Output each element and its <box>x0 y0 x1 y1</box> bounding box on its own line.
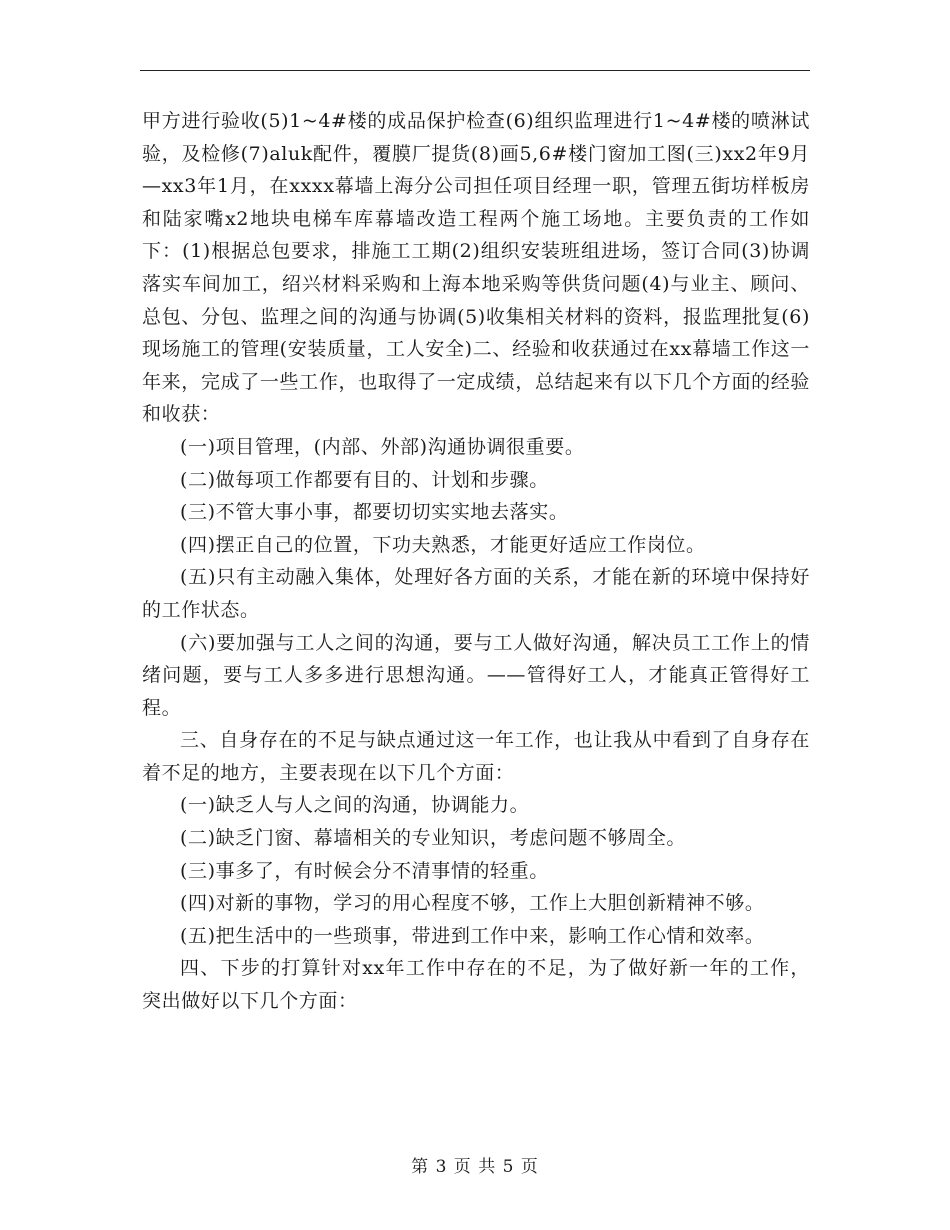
paragraph-1: 甲方进行验收(5)1~4#楼的成品保护检查(6)组织监理进行1~4#楼的喷淋试验，及检修(7)aluk配件，覆膜厂提货(8)画5,6#楼门窗加工图(三)xx2年9月—xx3年1月，在xxxx幕墙上海分公司担任项目经理一职，管理五街坊样板房和陆家嘴x2地块电梯车库幕墙改造工程两个施工场地。主要负责的工作如下：(1)根据总包要求，排施工工期(2)组织安装班组进场，签订合同(3)协调落实车间加工，绍兴材料采购和上海本地采购等供货问题(4)与业主、顾问、总包、分包、监理之间的沟通与协调(5)收集相关材料的资料，报监理批复(6)现场施工的管理(安装质量，工人安全)二、经验和收获通过在xx幕墙工作这一年来，完成了一些工作，也取得了一定成绩，总结起来有以下几个方面的经验和收获： <box>142 110 810 426</box>
paragraph-8: 三、自身存在的不足与缺点通过这一年工作，也让我从中看到了自身存在着不足的地方，主要表现在以下几个方面： <box>142 729 810 784</box>
paragraph-10: (二)缺乏门窗、幕墙相关的专业知识，考虑问题不够周全。 <box>180 827 687 850</box>
paragraph-3: (二)做每项工作都要有目的、计划和步骤。 <box>180 468 549 491</box>
paragraph-12: (四)对新的事物，学习的用心程度不够，工作上大胆创新精神不够。 <box>180 892 765 915</box>
paragraph-13: (五)把生活中的一些琐事，带进到工作中来，影响工作心情和效率。 <box>180 924 765 947</box>
paragraph-9: (一)缺乏人与人之间的沟通，协调能力。 <box>180 794 530 817</box>
paragraph-4: (三)不管大事小事，都要切切实实地去落实。 <box>180 501 569 524</box>
header-rule <box>140 70 810 71</box>
paragraph-7: (六)要加强与工人之间的沟通，要与工人做好沟通，解决员工工作上的情绪问题，要与工人多多进行思想沟通。——管得好工人，才能真正管得好工程。 <box>142 631 810 719</box>
paragraph-11: (三)事多了，有时候会分不清事情的轻重。 <box>180 859 549 882</box>
paragraph-6: (五)只有主动融入集体，处理好各方面的关系，才能在新的环境中保持好的工作状态。 <box>142 566 810 621</box>
paragraph-5: (四)摆正自己的位置，下功夫熟悉，才能更好适应工作岗位。 <box>180 533 706 556</box>
paragraph-14: 四、下步的打算针对xx年工作中存在的不足，为了做好新一年的工作，突出做好以下几个方面： <box>142 957 810 1013</box>
document-body <box>142 105 810 1018</box>
paragraph-2: (一)项目管理，(内部、外部)沟通协调很重要。 <box>180 435 585 458</box>
page-footer: 第 3 页 共 5 页 <box>411 1157 539 1177</box>
